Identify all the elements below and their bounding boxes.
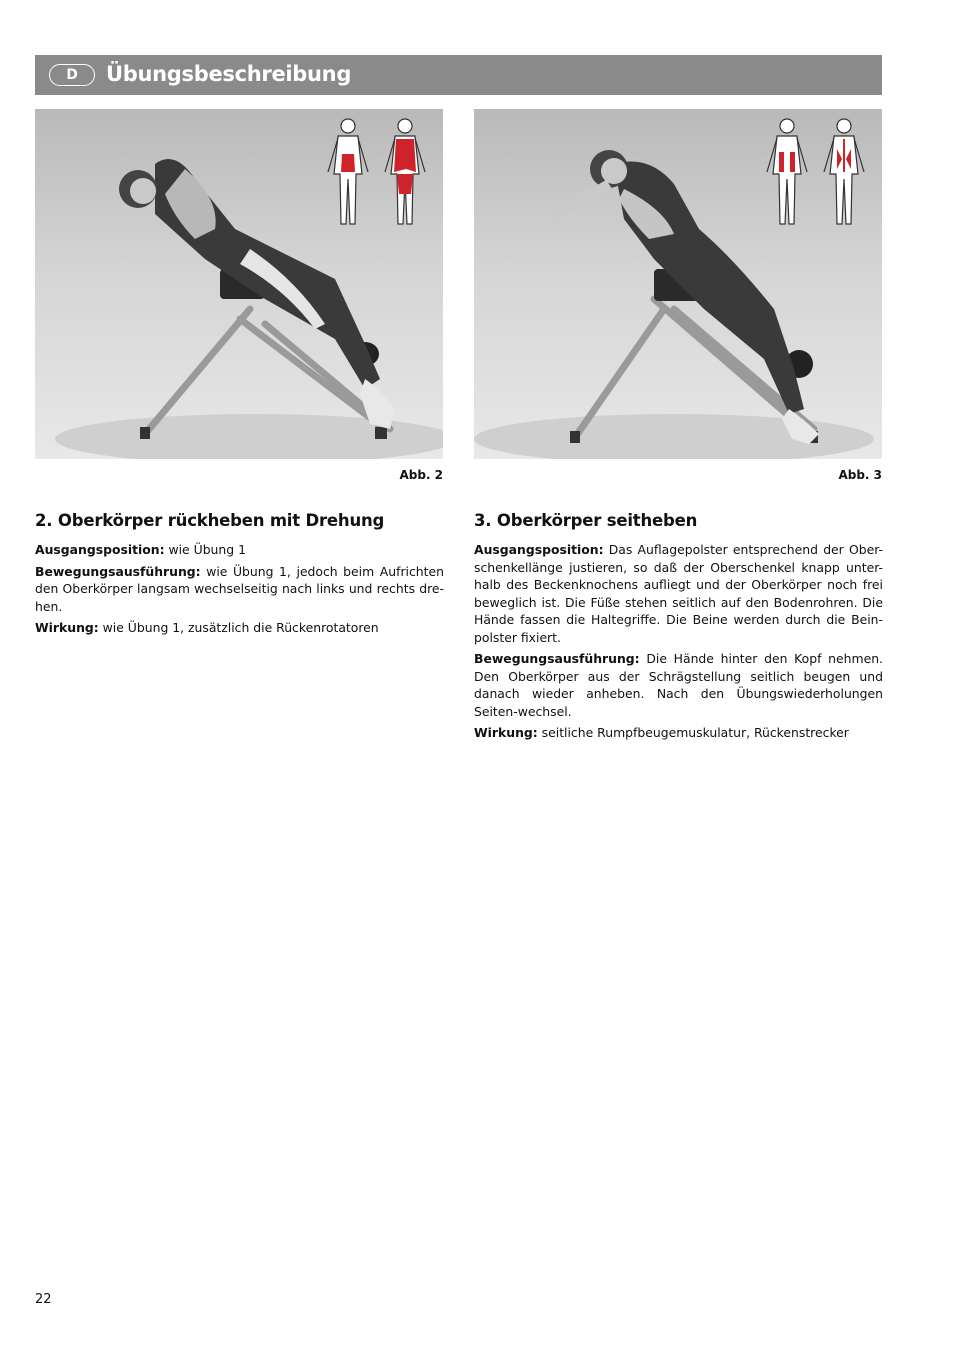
item-label: Ausgangsposition: (35, 542, 165, 557)
item-label: Wirkung: (474, 725, 538, 740)
item-label: Bewegungsausführung: (35, 563, 201, 579)
exercise-movement (474, 650, 883, 720)
exercise-movement (35, 563, 444, 616)
item-text: Die Hände hinter den Kopf nehmen. Den Oberkörper aus der Schrägstellung seitlich beugen und danach wieder anheben. Nach den Übungswiederholungen Seiten-wechsel. (474, 651, 883, 719)
page-title: Übungsbeschreibung (106, 62, 352, 86)
figure-caption: Abb. 2 (399, 468, 443, 482)
exercise-start-position (35, 541, 444, 559)
item-text: wie Übung 1 (164, 542, 246, 557)
page-number: 22 (35, 1292, 52, 1307)
figure-caption: Abb. 3 (838, 468, 882, 482)
section-header-bar (35, 55, 882, 95)
item-label: Bewegungsausführung: (474, 651, 640, 666)
exercise-effect (35, 619, 444, 637)
exercise-photo-abb-3 (474, 109, 882, 459)
item-label: Ausgangsposition: (474, 542, 604, 557)
exercise-photo-abb-2 (35, 109, 443, 459)
item-text: Das Auflagepolster entsprechend der Ober-schenkellänge justieren, so daß der Oberschenkel knapp unter-halb des Beckenknochens aufliegt und der Oberkörper noch frei beweglich ist. Die Füße stehen seitlich auf den Bodenrohren. Die Hände fassen die Haltegriffe. Die Beine werden durch die Bein-polster fixiert. (474, 542, 883, 645)
exercise-section-3 (474, 510, 883, 746)
item-text: wie Übung 1, zusätzlich die Rückenrotatoren (98, 620, 379, 635)
muscle-chart-icon (759, 114, 879, 239)
section-heading: 2. Oberkörper rückheben mit Drehung (35, 511, 385, 530)
language-badge: D (49, 64, 95, 86)
section-heading: 3. Oberkörper seitheben (474, 511, 698, 530)
exercise-effect (474, 724, 883, 742)
item-label: Wirkung: (35, 620, 99, 635)
exercise-start-position (474, 541, 883, 646)
muscle-chart-icon (320, 114, 440, 239)
item-text: wie Übung 1, jedoch beim Aufrichten den Oberkörper langsam wechselseitig nach links und rechts dre-hen. (35, 563, 444, 614)
item-text: seitliche Rumpfbeugemuskulatur, Rückenstrecker (537, 725, 849, 740)
exercise-section-2 (35, 510, 444, 641)
